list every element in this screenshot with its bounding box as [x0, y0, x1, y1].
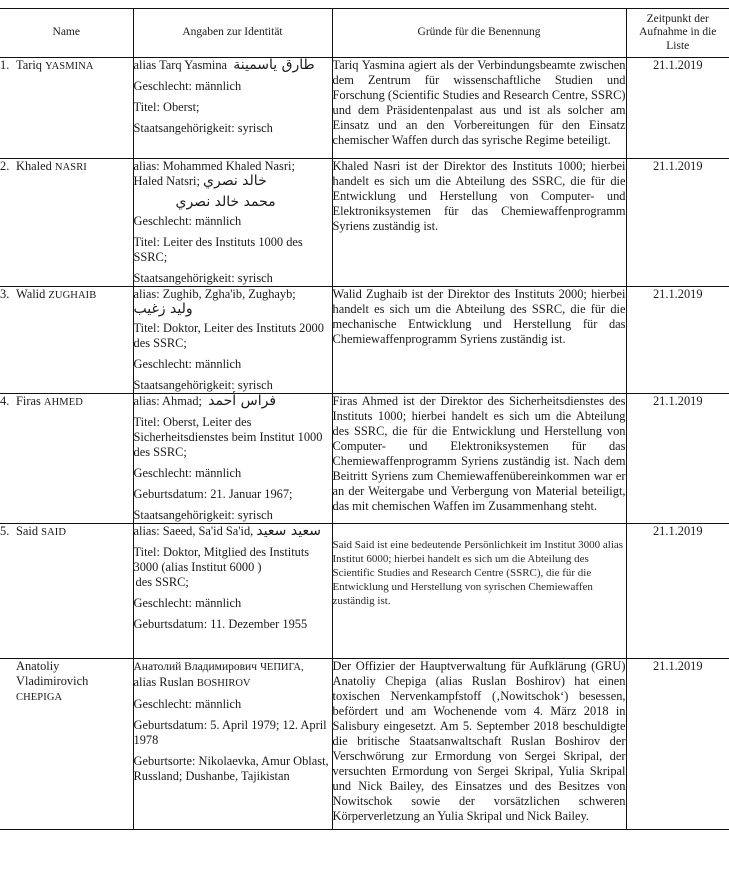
- header-name: Name: [0, 9, 133, 58]
- listing-date: 21.1.2019: [626, 159, 729, 287]
- header-reasons: Gründe für die Benennung: [332, 9, 626, 58]
- alias-line: alias: Zughib, Zgha'ib, Zughayb;: [133, 287, 296, 301]
- listing-date: 21.1.2019: [626, 394, 729, 524]
- alias-text: alias Ruslan: [133, 675, 194, 689]
- identity-cell: [133, 287, 332, 394]
- reasons-cell: Walid Zughaib ist der Direktor des Instituts 2000; hierbei handelt es sich um die Abteilung des SSRC, die für die mechanische Entwicklung und Herstellung für das Chemiewaffenprogramm Syriens zuständig ist.: [332, 287, 626, 394]
- given-name: Walid: [16, 287, 46, 301]
- title: Titel: Oberst;: [133, 100, 200, 114]
- surname: SAID: [41, 527, 67, 538]
- birth-date: Geburtsdatum: 11. Dezember 1955: [133, 617, 308, 631]
- identity-cell: [133, 524, 332, 659]
- title: Titel: Doktor, Leiter des Instituts 2000 des SSRC;: [133, 321, 324, 350]
- surname: ZUGHAIB: [48, 290, 97, 301]
- row-number: [0, 659, 16, 674]
- table-row: [0, 58, 729, 159]
- identity-cell: [133, 159, 332, 287]
- title: Titel: Leiter des Instituts 1000 des SSRC;: [133, 235, 303, 264]
- row-number: 3.: [0, 287, 10, 301]
- surname: YASMINA: [45, 61, 94, 72]
- alias-arabic: وليد زغيب: [133, 301, 193, 317]
- table-row: [0, 659, 729, 830]
- reasons-cell: Tariq Yasmina agiert als der Verbindungsbeamte zwischen dem Zentrum für wissenschaftliche Studien und Forschung (Scientific Studies and Research Centre, SSRC) und dem Präsidentenpalast aus und ist als solcher am Einsatz und an den Vorbereitungen für den Einsatz chemischer Waffen durch das syrische Regime beteiligt.: [332, 58, 626, 159]
- sanctions-table: [0, 8, 729, 830]
- name-cell: [0, 524, 133, 659]
- alias-arabic: طارق ياسمينة: [233, 57, 315, 73]
- row-number: 4.: [0, 394, 10, 408]
- row-number: 2.: [0, 159, 10, 173]
- given-name: Tariq: [16, 58, 42, 72]
- listing-date: 21.1.2019: [626, 58, 729, 159]
- header-identity: Angaben zur Identität: [133, 9, 332, 58]
- identity-cell: [133, 659, 332, 830]
- alias-line: [134, 58, 332, 73]
- name-cell: [0, 394, 133, 524]
- alias-text: alias: Saeed, Sa'id Sa'id,: [133, 524, 254, 538]
- name-cell: [0, 659, 133, 830]
- table-row: [0, 159, 729, 287]
- nationality: Staatsangehörigkeit: syrisch: [133, 378, 273, 392]
- row-number: 1.: [0, 58, 10, 72]
- alias-arabic-2: محمد خالد نصري: [175, 194, 276, 210]
- nationality: Staatsangehörigkeit: syrisch: [133, 508, 273, 522]
- cyrillic-name: [134, 659, 332, 691]
- nationality: Staatsangehörigkeit: syrisch: [133, 121, 273, 135]
- gender: Geschlecht: männlich: [133, 214, 242, 228]
- listing-date: 21.1.2019: [626, 524, 729, 659]
- title-line-1: Titel: Doktor, Mitglied des Instituts 3000 (alias Institut 6000 ): [133, 545, 310, 574]
- row-number: 5.: [0, 524, 10, 538]
- reasons-cell: Khaled Nasri ist der Direktor des Instituts 1000; hierbei handelt es sich um die Abteilung des SSRC, die für die Entwicklung und Herstellung von Computer- und Elektroniksystemen für das Chemiewaffenprogramm Syriens zuständig ist.: [332, 159, 626, 287]
- table-row: [0, 287, 729, 394]
- surname: AHMED: [43, 397, 83, 408]
- cyrillic-given: Анатолий Владимирович: [133, 661, 257, 673]
- alias-text: alias Tarq Yasmina: [133, 58, 228, 72]
- table-row: [0, 524, 729, 659]
- reasons-cell: Said Said ist eine bedeutende Persönlichkeit im Institut 3000 alias Institut 6000; hierbei handelt es sich um die Abteilung des Scientific Studies and Research Centre (SSRC), die für die Entwicklung und Herstellung von syrischen Chemiewaffen zuständig ist.: [332, 524, 626, 659]
- header-date: Zeitpunkt der Aufnahme in die Liste: [626, 9, 729, 58]
- title: Titel: Oberst, Leiter des Sicherheitsdienstes beim Institut 1000 des SSRC;: [133, 415, 323, 459]
- given-name: Said: [16, 524, 39, 538]
- gender: Geschlecht: männlich: [133, 697, 242, 711]
- gender: Geschlecht: männlich: [133, 466, 242, 480]
- birthplaces: Geburtsorte: Nikolaevka, Amur Oblast, Russland; Dushanbe, Tajikistan: [133, 754, 329, 783]
- name-cell: [0, 159, 133, 287]
- alias-line: [134, 394, 332, 409]
- alias-arabic: خالد نصري: [203, 173, 267, 189]
- alias-line-1: alias: Mohammed Khaled Nasri;: [133, 159, 295, 173]
- identity-cell: [133, 58, 332, 159]
- surname: CHEPIGA: [16, 692, 63, 703]
- alias-line-2: [134, 174, 332, 189]
- birth-date: Geburtsdatum: 21. Januar 1967;: [133, 487, 293, 501]
- given-name: Anatoliy Vladimirovich: [16, 659, 89, 688]
- identity-cell: [133, 394, 332, 524]
- nationality: Staatsangehörigkeit: syrisch: [133, 271, 273, 285]
- listing-date: 21.1.2019: [626, 287, 729, 394]
- title-line-2: des SSRC;: [135, 575, 189, 589]
- alias-text: Haled Natsri;: [133, 174, 200, 188]
- reasons-cell: Firas Ahmed ist der Direktor des Sicherheitsdienstes des Instituts 1000; hierbei handelt es sich um die Abteilung des SSRC, die für die Entwicklung und Herstellung von Computer- und Elektroniksystemen für das Chemiewaffenprogramm Syriens zuständig ist. Nach dem Beitritt Syriens zum Chemiewaffenübereinkommen war er an der Weitergabe und Verbergung von Material beteiligt, das mit chemischen Waffen im Zusammenhang steht.: [332, 394, 626, 524]
- alias-surname: BOSHIROV: [196, 678, 251, 689]
- alias-arabic: سعيد سعيد: [256, 523, 321, 539]
- surname: NASRI: [54, 162, 87, 173]
- given-name: Firas: [16, 394, 41, 408]
- cyrillic-surname: ЧЕПИГА,: [260, 662, 304, 673]
- alias-line: [134, 524, 332, 539]
- table-header-row: [0, 9, 729, 58]
- name-block: [0, 659, 133, 705]
- listing-date: 21.1.2019: [626, 659, 729, 830]
- alias-arabic: فراس أحمد: [208, 393, 277, 409]
- reasons-cell: Der Offizier der Hauptverwaltung für Aufklärung (GRU) Anatoliy Chepiga (alias Ruslan Boshirov) hat einen toxischen Nervenkampfstoff (‚Nowitschok‘) besessen, befördert und am Wochenende vom 4. März 2018 in Salisbury eingesetzt. Am 5. September 2018 beschuldigte die britische Staatsanwaltschaft Ruslan Boshirov der Verschwörung zur Ermordung von Sergei Skripal, der versuchten Ermordung von Sergei Skripal, Yulia Skripal und Nick Bailey, des Einsatzes und des Besitzes von Nowitschok sowie der vorsätzlichen schweren Körperverletzung an Yulia Skripal und Nick Bailey.: [332, 659, 626, 830]
- name-cell: [0, 287, 133, 394]
- table-row: [0, 394, 729, 524]
- gender: Geschlecht: männlich: [133, 79, 242, 93]
- name-cell: [0, 58, 133, 159]
- gender: Geschlecht: männlich: [133, 357, 242, 371]
- given-name: Khaled: [16, 159, 52, 173]
- birth-dates: Geburtsdatum: 5. April 1979; 12. April 1978: [133, 718, 327, 747]
- alias-text: alias: Ahmad;: [133, 394, 202, 408]
- gender: Geschlecht: männlich: [133, 596, 242, 610]
